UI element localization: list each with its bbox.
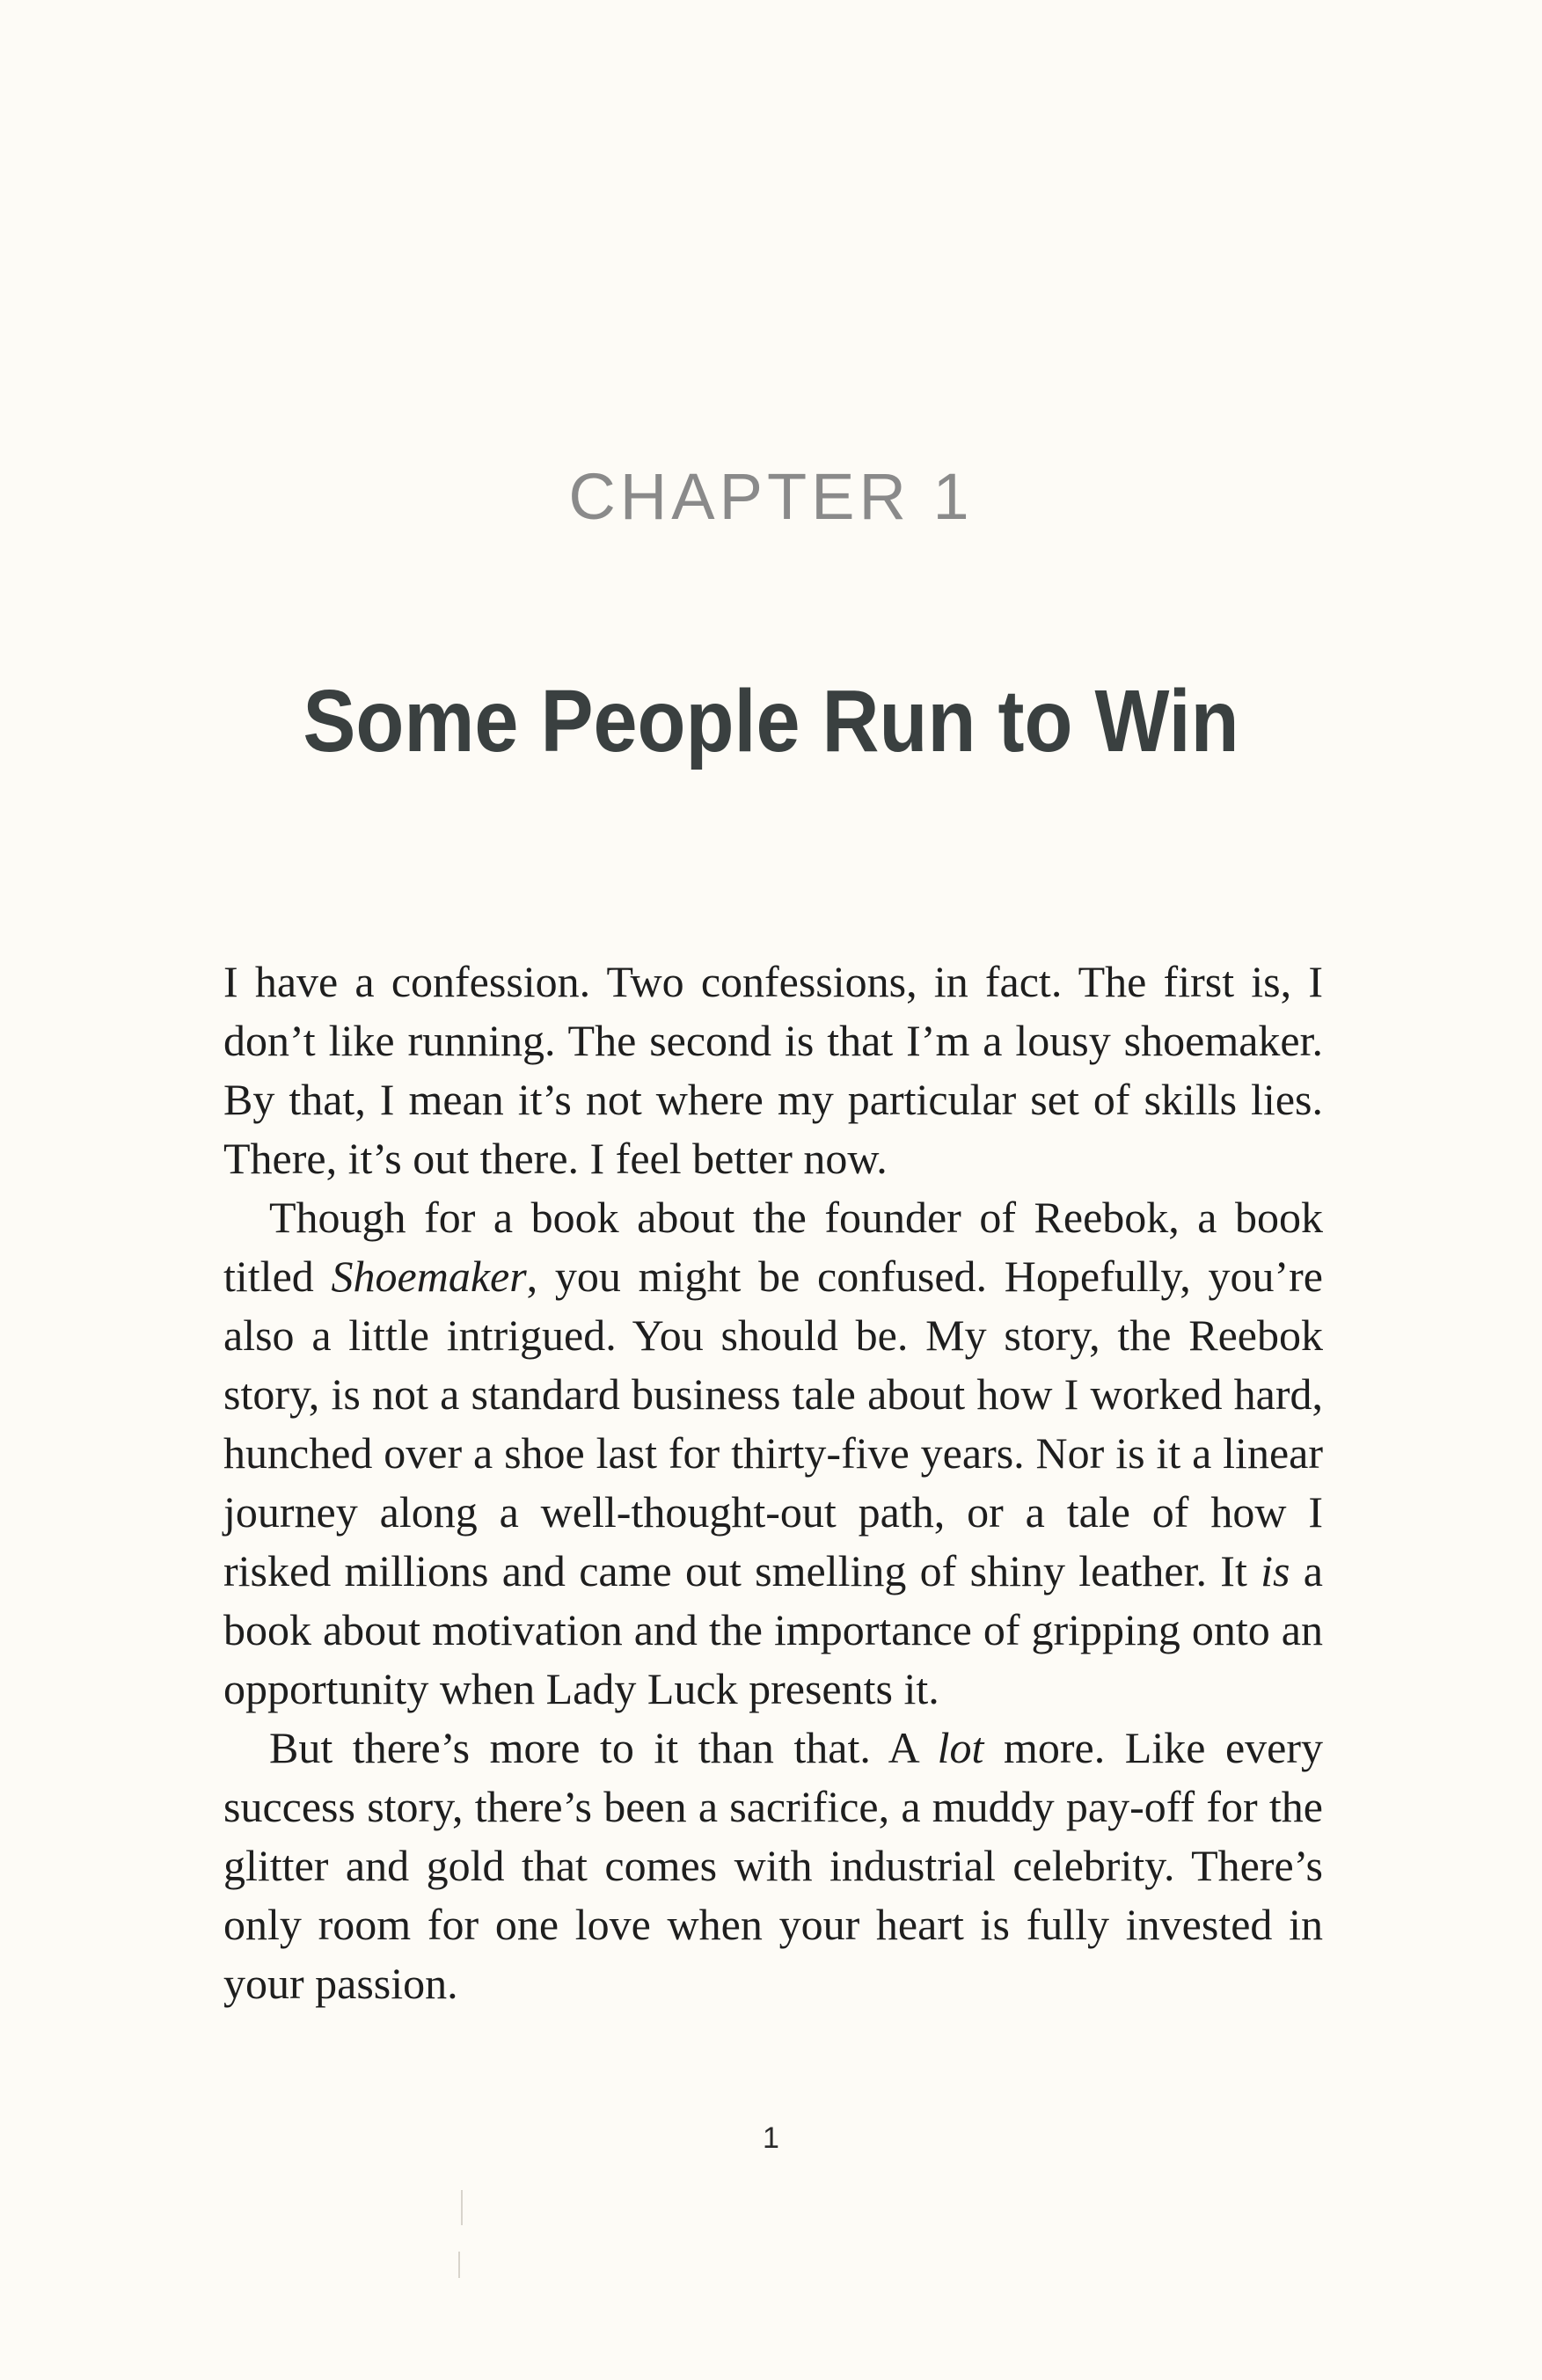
chapter-label: CHAPTER 1 <box>568 460 974 533</box>
text-segment: But there’s more to it than that. A <box>269 1723 938 1772</box>
text-segment: a book about motivation and the importance of gripping onto an opportunity when Lady Luck presents it. <box>223 1546 1323 1713</box>
text-segment: more. Like every success story, there’s been a sacrifice, a muddy pay-off for the glitter and gold that comes with industrial celebrity. There’s only room for one love when your heart is fully invested in your passion. <box>223 1723 1323 2008</box>
emphasis: is <box>1261 1546 1290 1595</box>
paragraph-2 <box>223 1188 1323 1719</box>
body-text <box>223 953 1323 2013</box>
text-segment: , you might be confused. Hopefully, you’re also a little intrigued. You should be. My story, the Reebok story, is not a standard business tale about how I worked hard, hunched over a shoe last for thirty-five years. Nor is it a linear journey along a well-thought-out path, or a tale of how I risked millions and came out smelling of shiny leather. It <box>223 1252 1323 1595</box>
paragraph-3 <box>223 1719 1323 2013</box>
scan-mark <box>461 2190 463 2225</box>
book-title-emphasis: Shoemaker <box>331 1252 527 1301</box>
text-segment: I have a confession. Two confessions, in fact. The first is, I don’t like running. The second is that I’m a lousy shoemaker. By that, I mean it’s not where my particular set of skills lies. There, it’s out there. I feel better now. <box>223 957 1323 1183</box>
emphasis: lot <box>937 1723 984 1772</box>
chapter-title: Some People Run to Win <box>303 672 1239 770</box>
paragraph-1 <box>223 953 1323 1188</box>
scan-mark <box>458 2252 460 2278</box>
text-segment: Though for a book about the founder of Reebok, a book titled <box>223 1193 1323 1301</box>
page-number: 1 <box>763 2121 779 2155</box>
